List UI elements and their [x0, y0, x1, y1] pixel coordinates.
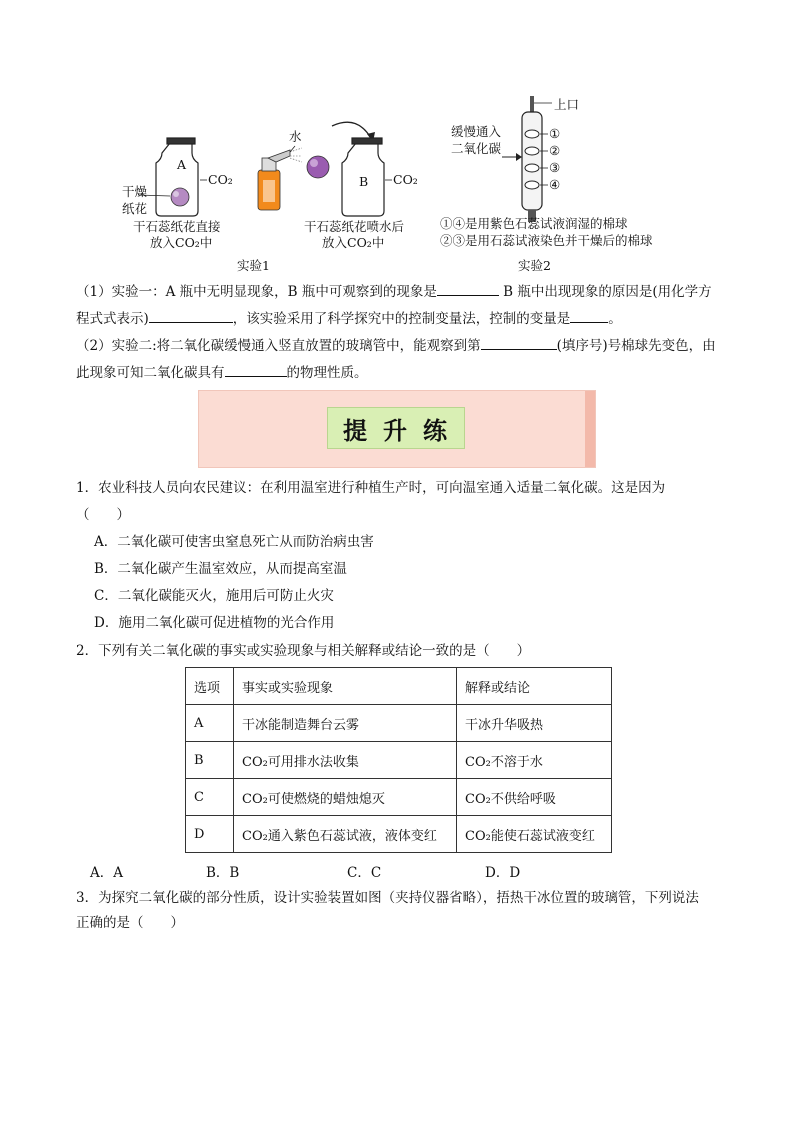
table-cell: CO₂可使燃烧的蜡烛熄灭 [234, 779, 457, 816]
table-cell: B [186, 742, 234, 779]
q2-stem: 2．下列有关二氧化碳的事实或实验现象与相关解释或结论一致的是（ ） [76, 643, 531, 659]
exp2-note-2: ②③是用石蕊试液染色并干燥后的棉球 [440, 233, 653, 248]
experiment-2-title: 实验2 [518, 258, 551, 273]
section-banner [198, 390, 596, 468]
q2-answer-d[interactable]: D．D [485, 865, 521, 881]
ball-3-label: ③ [549, 160, 561, 175]
caption-a-1: 干石蕊纸花直接 [133, 219, 221, 234]
answer-blank-4[interactable] [481, 335, 557, 350]
dry-flower-label-2: 纸花 [122, 201, 148, 216]
exp2-note-1: ①④是用紫色石蕊试液润湿的棉球 [440, 216, 628, 231]
table-header-row [186, 668, 612, 705]
q2-answer-c[interactable]: C．C [347, 865, 382, 881]
q1-stem-line-1: 1．农业科技人员向农民建议：在利用温室进行种植生产时，可向温室通入适量二氧化碳。这是因为 [76, 480, 666, 496]
water-label: 水 [289, 129, 302, 144]
q2-answer-a[interactable]: A．A [90, 865, 123, 881]
table-cell: CO₂能使石蕊试液变红 [457, 816, 612, 853]
co2-label-b: CO₂ [393, 172, 418, 187]
spray-bottle-icon [258, 146, 302, 210]
q1-stem-line-2: （ ） [76, 507, 130, 523]
table-row [186, 705, 612, 742]
ball-2-label: ② [549, 143, 561, 158]
flower-b-icon [307, 156, 329, 178]
table-row [186, 779, 612, 816]
dry-flower-label-1: 干燥 [122, 184, 148, 199]
table-header-cell: 事实或实验现象 [234, 668, 457, 705]
table-cell: CO₂不溶于水 [457, 742, 612, 779]
table-header-cell: 解释或结论 [457, 668, 612, 705]
bottle-b-label: B [359, 174, 369, 189]
table-cell: C [186, 779, 234, 816]
q2-table [185, 667, 612, 853]
caption-a-2: 放入CO₂中 [150, 235, 213, 250]
intro-q2-line-1: （2）实验二:将二氧化碳缓慢通入竖直放置的玻璃管中，能观察到第 (填序号)号棉球先变色，由 [76, 335, 716, 356]
answer-blank-3[interactable] [570, 308, 608, 323]
table-cell: CO₂可用排水法收集 [234, 742, 457, 779]
experiment-1-figure [0, 0, 794, 280]
caption-b-1: 干石蕊纸花喷水后 [304, 219, 405, 234]
experiment-1-title: 实验1 [237, 258, 270, 273]
banner-stripe [585, 391, 595, 467]
q1-option-b[interactable]: B．二氧化碳产生温室效应，从而提高室温 [94, 561, 347, 577]
q1-option-c[interactable]: C．二氧化碳能灭火，施用后可防止火灾 [94, 588, 334, 604]
intro-q1-line-1: （1）实验一：A 瓶中无明显现象，B 瓶中可观察到的现象是 B 瓶中出现现象的原因是(用化学方 [76, 281, 712, 302]
banner-title: 提升练 [327, 407, 465, 449]
q2-answer-b[interactable]: B．B [206, 865, 240, 881]
top-opening-label: 上口 [554, 97, 580, 112]
intro-q1-line-2: 程式式表示) ，该实验采用了科学探究中的控制变量法，控制的变量是 。 [76, 308, 622, 329]
table-cell: 干冰能制造舞台云雾 [234, 705, 457, 742]
bottle-a-label: A [177, 157, 187, 172]
answer-blank-1[interactable] [437, 281, 499, 296]
table-row [186, 742, 612, 779]
q3-stem-line-2: 正确的是（ ） [76, 915, 184, 931]
table-header-cell: 选项 [186, 668, 234, 705]
q1-option-d[interactable]: D．施用二氧化碳可促进植物的光合作用 [94, 615, 335, 631]
table-cell: CO₂不供给呼吸 [457, 779, 612, 816]
ball-4-label: ④ [549, 177, 561, 192]
inlet-arrow-icon [502, 153, 522, 161]
co2-label-a: CO₂ [208, 172, 233, 187]
caption-b-2: 放入CO₂中 [322, 235, 385, 250]
glass-tube [522, 96, 552, 222]
table-cell: A [186, 705, 234, 742]
curved-arrow-icon [332, 122, 372, 140]
table-row [186, 816, 612, 853]
q3-stem-line-1: 3．为探究二氧化碳的部分性质，设计实验装置如图（夹持仪器省略），捂热干冰位置的玻璃管，下列说法 [76, 890, 699, 906]
ball-1-label: ① [549, 126, 561, 141]
inlet-label-2: 二氧化碳 [451, 141, 502, 156]
table-cell: 干冰升华吸热 [457, 705, 612, 742]
inlet-label-1: 缓慢通入 [451, 124, 502, 139]
table-cell: D [186, 816, 234, 853]
intro-q2-line-2: 此现象可知二氧化碳具有 的物理性质。 [76, 362, 368, 383]
q1-option-a[interactable]: A．二氧化碳可使害虫窒息死亡从而防治病虫害 [94, 534, 374, 550]
answer-blank-5[interactable] [225, 362, 287, 377]
answer-blank-2[interactable] [149, 308, 233, 323]
table-cell: CO₂通入紫色石蕊试液，液体变红 [234, 816, 457, 853]
